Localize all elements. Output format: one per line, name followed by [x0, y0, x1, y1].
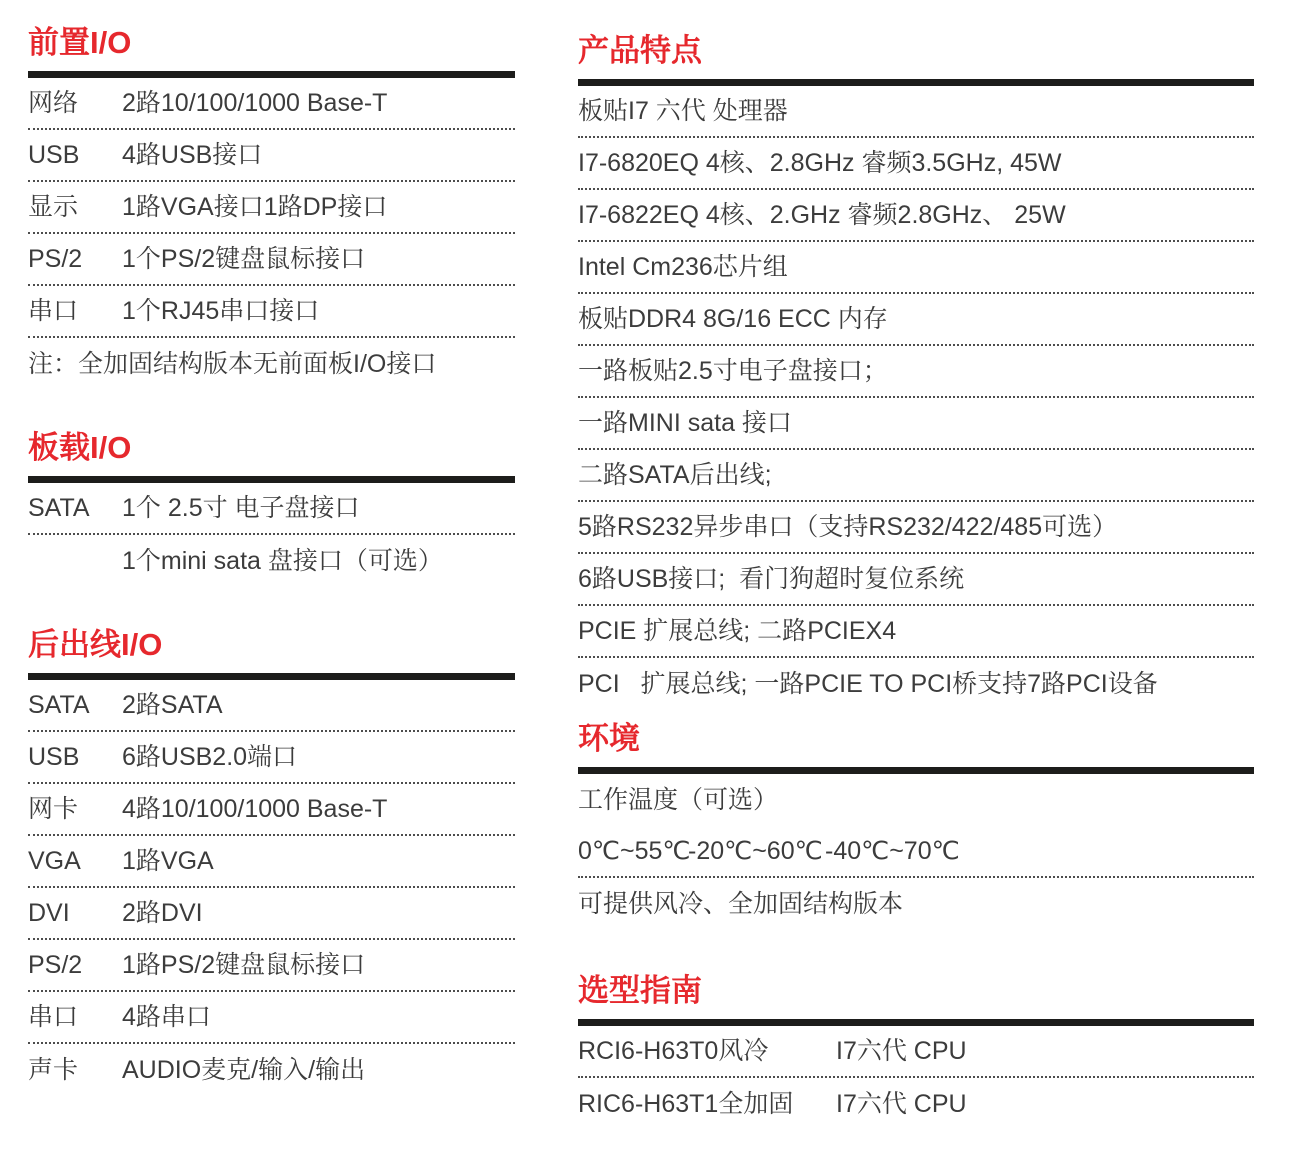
row-text: 可提供风冷、全加固结构版本 [578, 890, 904, 918]
row-label: 串口 [28, 297, 79, 325]
spec-row [28, 338, 515, 390]
section-divider [578, 767, 1254, 774]
row-value: 4路USB接口 [122, 141, 263, 169]
right-column [578, 34, 1254, 1130]
section-title-environment: 环境 [578, 721, 640, 756]
section-selection-guide [578, 974, 1254, 1130]
row-text: 一路MINI sata 接口 [578, 409, 792, 437]
row-value: AUDIO麦克/输入/输出 [122, 1056, 366, 1084]
model-name: RIC6-H63T1全加固 [578, 1090, 794, 1118]
row-value: 2路DVI [122, 899, 203, 927]
row-value: 1路PS/2键盘鼠标接口 [122, 951, 366, 979]
spec-row [28, 234, 515, 286]
spec-row [578, 1026, 1254, 1078]
row-text: 一路板贴2.5寸电子盘接口； [578, 357, 888, 385]
section-title-selection-guide: 选型指南 [578, 973, 702, 1008]
row-label: SATA [28, 691, 90, 719]
temperature-range: 0℃~55℃ [578, 837, 691, 865]
spec-row [28, 888, 515, 940]
model-name: RCI6-H63T0风冷 [578, 1037, 769, 1065]
row-value: 1路VGA [122, 847, 214, 875]
row-text: Intel Cm236芯片组 [578, 253, 788, 281]
row-text: 板贴DDR4 8G/16 ECC 内存 [578, 305, 888, 333]
spec-row [578, 606, 1254, 658]
row-label: 网络 [28, 89, 79, 117]
model-cpu: I7六代 CPU [836, 1090, 967, 1118]
row-text: 注：全加固结构版本无前面板I/O接口 [28, 350, 437, 378]
row-value: 1个RJ45串口接口 [122, 297, 320, 325]
section-front-io [28, 26, 515, 390]
temperature-range: -40℃~70℃ [825, 837, 960, 865]
temperature-range: -20℃~60℃ [688, 837, 823, 865]
section-title-front-io: 前置I/O [28, 25, 132, 60]
row-text: 6路USB接口; 看门狗超时复位系统 [578, 565, 965, 593]
spec-row [578, 658, 1254, 710]
section-divider [578, 79, 1254, 86]
row-label: VGA [28, 847, 81, 875]
spec-row [28, 1044, 515, 1096]
environment-rows [578, 774, 1254, 930]
spec-row [578, 554, 1254, 606]
selection-guide-rows [578, 1026, 1254, 1130]
spec-row [578, 398, 1254, 450]
section-divider [28, 476, 515, 483]
row-value: 1个PS/2键盘鼠标接口 [122, 245, 366, 273]
section-title-features: 产品特点 [578, 33, 702, 68]
onboard-io-rows [28, 483, 515, 587]
row-label: 声卡 [28, 1056, 79, 1084]
row-label: USB [28, 743, 80, 771]
spec-row [28, 483, 515, 535]
spec-row [28, 535, 515, 587]
spec-row [28, 732, 515, 784]
spec-row [28, 992, 515, 1044]
row-value: 4路10/100/1000 Base-T [122, 795, 388, 823]
section-title-onboard-io: 板载I/O [28, 430, 132, 465]
row-value: 1个 2.5寸 电子盘接口 [122, 494, 360, 522]
row-text: 二路SATA后出线; [578, 461, 772, 489]
spec-row [28, 78, 515, 130]
row-text: PCIE 扩展总线; 二路PCIEX4 [578, 617, 897, 645]
section-features [578, 34, 1254, 710]
row-value: 2路10/100/1000 Base-T [122, 89, 388, 117]
row-value: 2路SATA [122, 691, 223, 719]
section-divider [28, 71, 515, 78]
left-column [28, 26, 515, 1096]
section-title-rear-io: 后出线I/O [28, 627, 163, 662]
spec-row [578, 346, 1254, 398]
row-text: I7-6822EQ 4核、2.GHz 睿频2.8GHz、 25W [578, 201, 1066, 229]
section-divider [28, 673, 515, 680]
section-rear-io [28, 628, 515, 1096]
section-divider [578, 1019, 1254, 1026]
row-text: I7-6820EQ 4核、2.8GHz 睿频3.5GHz, 45W [578, 149, 1062, 177]
front-io-rows [28, 78, 515, 390]
spec-row [28, 784, 515, 836]
spec-row [578, 774, 1254, 826]
section-environment [578, 722, 1254, 930]
spec-row [578, 242, 1254, 294]
row-label: PS/2 [28, 245, 83, 273]
row-value: 6路USB2.0端口 [122, 743, 298, 771]
spec-row [578, 86, 1254, 138]
spec-row [578, 502, 1254, 554]
spec-row [578, 826, 1254, 878]
spec-row [578, 878, 1254, 930]
spec-row [28, 836, 515, 888]
spec-row [28, 130, 515, 182]
row-text: PCI 扩展总线; 一路PCIE TO PCI桥支持7路PCI设备 [578, 670, 1158, 698]
row-text: 工作温度（可选） [578, 786, 779, 814]
spec-row [578, 450, 1254, 502]
row-text: 5路RS232异步串口（支持RS232/422/485可选） [578, 513, 1118, 541]
spec-row [28, 940, 515, 992]
section-onboard-io [28, 431, 515, 587]
spec-row [28, 286, 515, 338]
spec-row [28, 680, 515, 732]
row-label: PS/2 [28, 951, 83, 979]
row-text: 板贴I7 六代 处理器 [578, 97, 788, 125]
spec-row [578, 1078, 1254, 1130]
row-label: 显示 [28, 193, 79, 221]
row-label: USB [28, 141, 80, 169]
row-label: SATA [28, 494, 90, 522]
row-value: 1个mini sata 盘接口（可选） [122, 547, 443, 575]
row-value: 4路串口 [122, 1003, 211, 1031]
spec-row [578, 190, 1254, 242]
row-label: 串口 [28, 1003, 79, 1031]
rear-io-rows [28, 680, 515, 1096]
features-rows [578, 86, 1254, 710]
model-cpu: I7六代 CPU [836, 1037, 967, 1065]
spec-row [578, 138, 1254, 190]
row-label: DVI [28, 899, 70, 927]
row-label: 网卡 [28, 795, 79, 823]
row-value: 1路VGA接口1路DP接口 [122, 193, 388, 221]
spec-row [578, 294, 1254, 346]
spec-row [28, 182, 515, 234]
